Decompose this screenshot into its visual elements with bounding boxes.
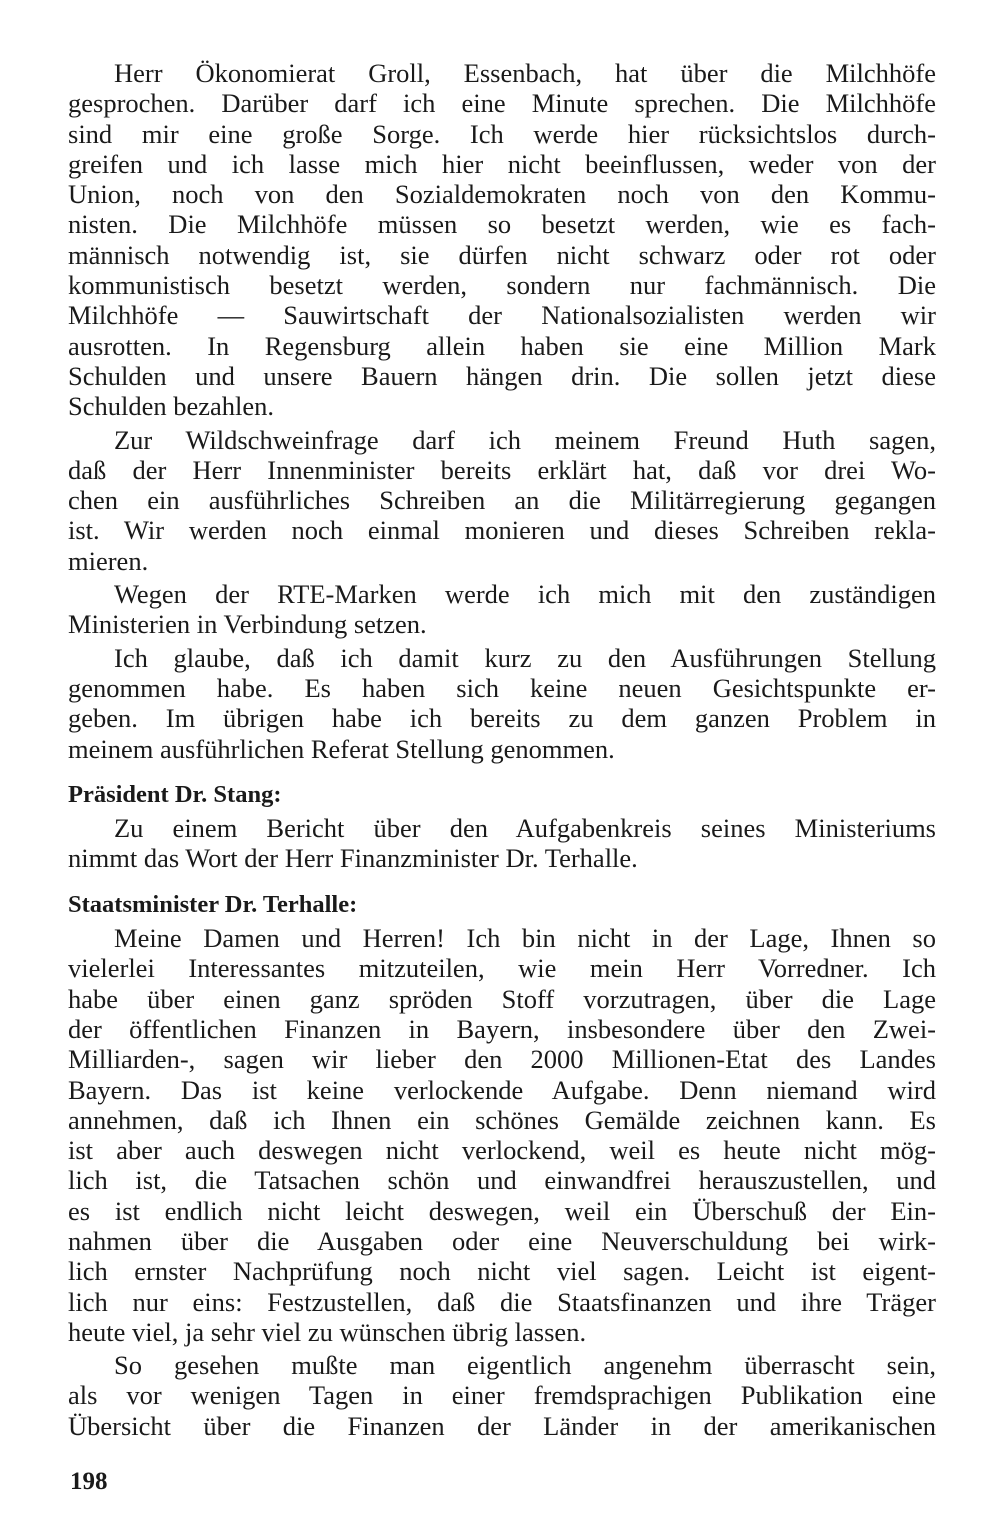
text-line: Zu einem Bericht über den Aufgabenkreis seines Ministeriums (114, 813, 936, 844)
paragraph-terhalle-1 (68, 923, 936, 1347)
text-line: nahmen über die Ausgaben oder eine Neuverschuldung bei wirk- (68, 1225, 936, 1256)
paragraph-wildschwein (68, 425, 936, 576)
paragraph-stang (68, 813, 936, 874)
text-line: nisten. Die Milchhöfe müssen so besetzt werden, wie es fach- (68, 209, 936, 240)
text-line: mieren. (68, 545, 149, 576)
text-line: sind mir eine große Sorge. Ich werde hier rücksichtslos durch- (68, 118, 936, 149)
text-line: annehmen, daß ich Ihnen ein schönes Gemälde zeichnen kann. Es (68, 1104, 936, 1135)
text-line: heute viel, ja sehr viel zu wünschen übrig lassen. (68, 1316, 587, 1347)
text-line: Ministerien in Verbindung setzen. (68, 609, 427, 640)
text-line: Union, noch von den Sozialdemokraten noch von den Kommu- (68, 179, 936, 210)
text-line: chen ein ausführliches Schreiben an die Militärregierung gegangen (68, 485, 936, 516)
paragraph-rte-marken (68, 579, 936, 640)
paragraph-terhalle-2 (68, 1350, 936, 1441)
text-line: vielerlei Interessantes mitzuteilen, wie mein Herr Vorredner. Ich (68, 953, 936, 984)
text-line: Schulden und unsere Bauern hängen drin. Die sollen jetzt diese (68, 360, 936, 391)
text-line: lich nur eins: Festzustellen, daß die Staatsfinanzen und ihre Träger (68, 1286, 936, 1317)
text-line: Übersicht über die Finanzen der Länder in der amerikanischen (68, 1410, 936, 1441)
text-line: Schulden bezahlen. (68, 391, 275, 422)
text-line: ist. Wir werden noch einmal monieren und dieses Schreiben rekla- (68, 515, 936, 546)
text-line: nimmt das Wort der Herr Finanzminister Dr. Terhalle. (68, 843, 638, 874)
paragraph-milchhoefe (68, 58, 936, 422)
text-line: männisch notwendig ist, sie dürfen nicht schwarz oder rot oder (68, 239, 936, 270)
text-line: Milliarden-, sagen wir lieber den 2000 Millionen-Etat des Landes (68, 1044, 936, 1075)
text-line: meinem ausführlichen Referat Stellung genommen. (68, 733, 615, 764)
text-line: als vor wenigen Tagen in einer fremdsprachigen Publikation eine (68, 1380, 936, 1411)
text-line: ausrotten. In Regensburg allein haben sie eine Million Mark (68, 330, 936, 361)
text-line: genommen habe. Es haben sich keine neuen Gesichtspunkte er- (68, 672, 936, 703)
text-line: kommunistisch besetzt werden, sondern nur fachmännisch. Die (68, 270, 936, 301)
text-line: gesprochen. Darüber darf ich eine Minute sprechen. Die Milchhöfe (68, 88, 936, 119)
page-number: 198 (70, 1468, 108, 1495)
page-body (68, 58, 936, 1441)
text-line: lich ist, die Tatsachen schön und einwandfrei herauszustellen, und (68, 1165, 936, 1196)
text-line: Meine Damen und Herren! Ich bin nicht in der Lage, Ihnen so (114, 923, 936, 954)
text-line: Milchhöfe — Sauwirtschaft der Nationalsozialisten werden wir (68, 300, 936, 331)
speaker-heading-stang: Präsident Dr. Stang: (68, 780, 282, 808)
text-line: Wegen der RTE-Marken werde ich mich mit den zuständigen (114, 579, 936, 610)
text-line: lich ernster Nachprüfung noch nicht viel sagen. Leicht ist eigent- (68, 1256, 936, 1287)
text-line: Bayern. Das ist keine verlockende Aufgabe. Denn niemand wird (68, 1074, 936, 1105)
text-line: Zur Wildschweinfrage darf ich meinem Freund Huth sagen, (114, 424, 936, 455)
text-line: daß der Herr Innenminister bereits erklärt hat, daß vor drei Wo- (68, 454, 936, 485)
text-line: habe über einen ganz spröden Stoff vorzutragen, über die Lage (68, 983, 936, 1014)
text-line: Herr Ökonomierat Groll, Essenbach, hat über die Milchhöfe (114, 58, 936, 88)
text-line: So gesehen mußte man eigentlich angenehm überrascht sein, (114, 1350, 936, 1381)
speaker-heading-terhalle: Staatsminister Dr. Terhalle: (68, 890, 358, 918)
text-line: der öffentlichen Finanzen in Bayern, insbesondere über den Zwei- (68, 1013, 936, 1044)
text-line: greifen und ich lasse mich hier nicht beeinflussen, weder von der (68, 148, 936, 179)
text-line: es ist endlich nicht leicht deswegen, weil ein Überschuß der Ein- (68, 1195, 936, 1226)
paragraph-stellung (68, 643, 936, 764)
text-line: ist aber auch deswegen nicht verlockend, weil es heute nicht mög- (68, 1135, 936, 1166)
text-line: Ich glaube, daß ich damit kurz zu den Ausführungen Stellung (114, 642, 936, 673)
text-line: geben. Im übrigen habe ich bereits zu dem ganzen Problem in (68, 703, 936, 734)
